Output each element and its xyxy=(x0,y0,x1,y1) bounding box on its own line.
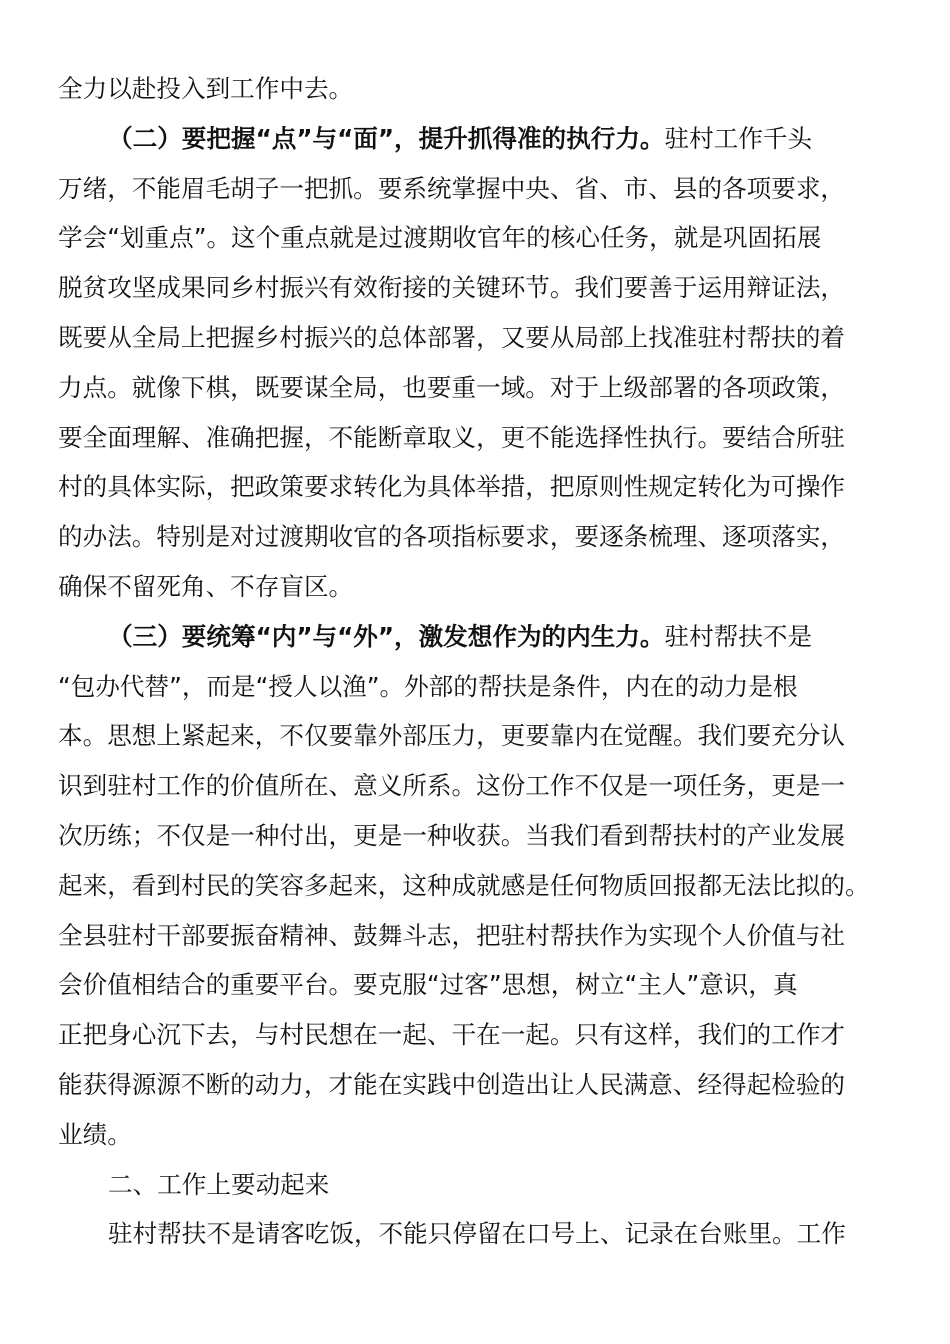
text-line: 正把身心沉下去，与村民想在一起、干在一起。只有这样，我们的工作才 xyxy=(58,1020,846,1050)
text-line: “包办代替”，而是“授人以渔”。外部的帮扶是条件，内在的动力是根 xyxy=(58,671,798,701)
text-line: 起来，看到村民的笑容多起来，这种成就感是任何物质回报都无法比拟的。 xyxy=(58,870,870,900)
text-line: 全县驻村干部要振奋精神、鼓舞斗志，把驻村帮扶作为实现个人价值与社 xyxy=(58,920,846,950)
text-line: 村的具体实际，把政策要求转化为具体举措，把原则性规定转化为可操作 xyxy=(58,472,846,502)
text-line: 业绩。 xyxy=(58,1119,132,1149)
document-page xyxy=(58,64,878,1259)
text-line: 确保不留死角、不存盲区。 xyxy=(58,571,354,601)
text-run: 驻村帮扶不是 xyxy=(664,621,813,651)
text-run: 驻村工作千头 xyxy=(664,123,813,153)
text-line: 既要从全局上把握乡村振兴的总体部署，又要从局部上找准驻村帮扶的着 xyxy=(58,322,846,352)
text-line: 次历练；不仅是一种付出，更是一种收获。当我们看到帮扶村的产业发展 xyxy=(58,820,846,850)
section-heading: （三）要统筹“内”与“外”，激发想作为的内生力。 xyxy=(108,621,665,651)
section-heading: （二）要把握“点”与“面”，提升抓得准的执行力。 xyxy=(108,123,665,153)
text-line: 能获得源源不断的动力，才能在实践中创造出让人民满意、经得起检验的 xyxy=(58,1069,846,1099)
text-line: 万绪，不能眉毛胡子一把抓。要系统掌握中央、省、市、县的各项要求， xyxy=(58,173,846,203)
section-heading-line xyxy=(58,612,878,662)
text-line: 驻村帮扶不是请客吃饭，不能只停留在口号上、记录在台账里。工作 xyxy=(108,1219,846,1249)
text-line: 全力以赴投入到工作中去。 xyxy=(58,74,354,103)
text-line: 的办法。特别是对过渡期收官的各项指标要求，要逐条梳理、逐项落实， xyxy=(58,522,846,552)
text-line: 识到驻村工作的价值所在、意义所系。这份工作不仅是一项任务，更是一 xyxy=(58,771,846,801)
text-line: 力点。就像下棋，既要谋全局，也要重一域。对于上级部署的各项政策， xyxy=(58,372,846,402)
chapter-heading: 二、工作上要动起来 xyxy=(108,1169,330,1199)
section-heading-line xyxy=(58,114,878,164)
text-line: 会价值相结合的重要平台。要克服“过客”思想，树立“主人”意识，真 xyxy=(58,970,798,1000)
text-line: 本。思想上紧起来，不仅要靠外部压力，更要靠内在觉醒。我们要充分认 xyxy=(58,721,846,751)
text-line: 要全面理解、准确把握，不能断章取义，更不能选择性执行。要结合所驻 xyxy=(58,422,846,452)
text-line: 学会“划重点”。这个重点就是过渡期收官年的核心任务，就是巩固拓展 xyxy=(58,223,822,253)
text-line: 脱贫攻坚成果同乡村振兴有效衔接的关键环节。我们要善于运用辩证法， xyxy=(58,273,846,303)
